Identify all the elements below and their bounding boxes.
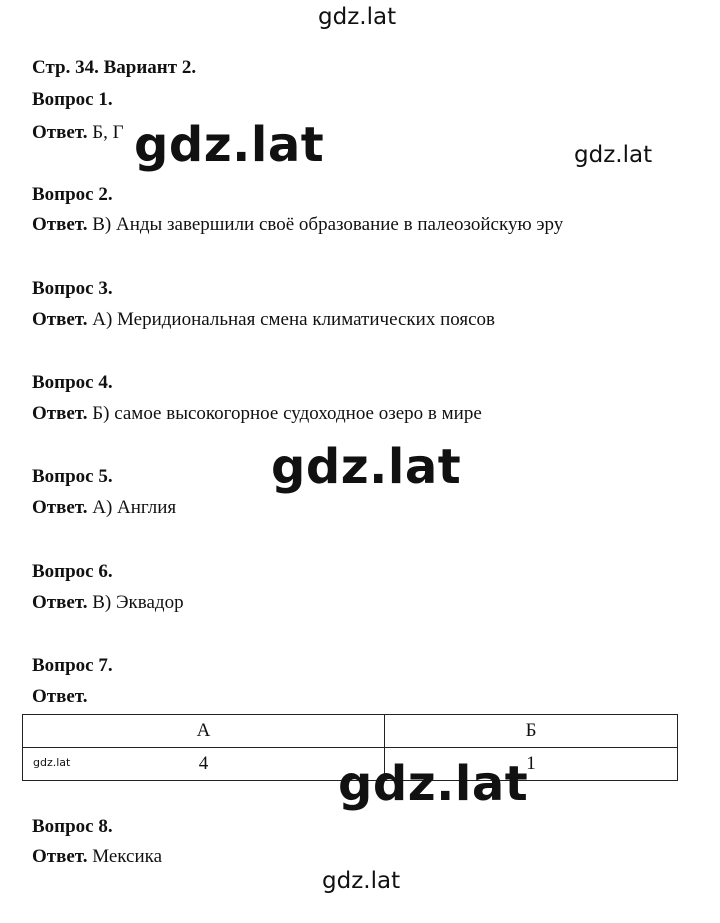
watermark-top: gdz.lat: [318, 4, 397, 30]
question-label-1: Вопрос 1.: [32, 89, 113, 110]
answer-text: Б) самое высокогорное судоходное озеро в мире: [92, 403, 482, 424]
answer-5: [32, 497, 176, 519]
answer-4: [32, 403, 482, 425]
question-label-6: Вопрос 6.: [32, 561, 113, 582]
watermark-right: gdz.lat: [574, 142, 653, 168]
answer-label: Ответ.: [32, 846, 88, 867]
watermark-small: gdz.lat: [33, 756, 71, 769]
table-header-row: [23, 715, 678, 748]
answer-3: [32, 309, 495, 331]
question-label-5: Вопрос 5.: [32, 466, 113, 487]
answer-label: Ответ.: [32, 214, 88, 235]
watermark-large-2: gdz.lat: [271, 439, 462, 495]
watermark-large-3: gdz.lat: [338, 756, 529, 812]
answer-label: Ответ.: [32, 592, 88, 613]
answer-text: Мексика: [92, 846, 163, 867]
question-label-2: Вопрос 2.: [32, 184, 113, 205]
question-label-3: Вопрос 3.: [32, 278, 113, 299]
answer-8: [32, 846, 162, 868]
page-heading: Стр. 34. Вариант 2.: [32, 57, 197, 78]
table-header-cell: Б: [385, 715, 678, 748]
table-header-cell: А: [23, 715, 385, 748]
answer-label: Ответ.: [32, 497, 88, 518]
answer-label-7: Ответ.: [32, 686, 88, 707]
answer-label: Ответ.: [32, 403, 88, 424]
table-cell: 4: [23, 748, 385, 781]
table-cell: 1: [385, 748, 678, 781]
question-label-7: Вопрос 7.: [32, 655, 113, 676]
answer-text: В) Анды завершили своё образование в палеозойскую эру: [92, 214, 564, 235]
answer-label: Ответ.: [32, 122, 88, 143]
answer-6: [32, 592, 184, 614]
answer-label: Ответ.: [32, 309, 88, 330]
watermark-large-1: gdz.lat: [134, 117, 325, 173]
answer-text: В) Эквадор: [92, 592, 184, 613]
question-label-4: Вопрос 4.: [32, 372, 113, 393]
answer-text: А) Меридиональная смена климатических поясов: [92, 309, 496, 330]
watermark-bottom: gdz.lat: [322, 868, 401, 894]
answer-text: А) Англия: [92, 497, 177, 518]
answer-2: [32, 214, 563, 236]
question-label-8: Вопрос 8.: [32, 816, 113, 837]
answer-1: [32, 122, 124, 144]
answer-text: Б, Г: [92, 122, 124, 143]
